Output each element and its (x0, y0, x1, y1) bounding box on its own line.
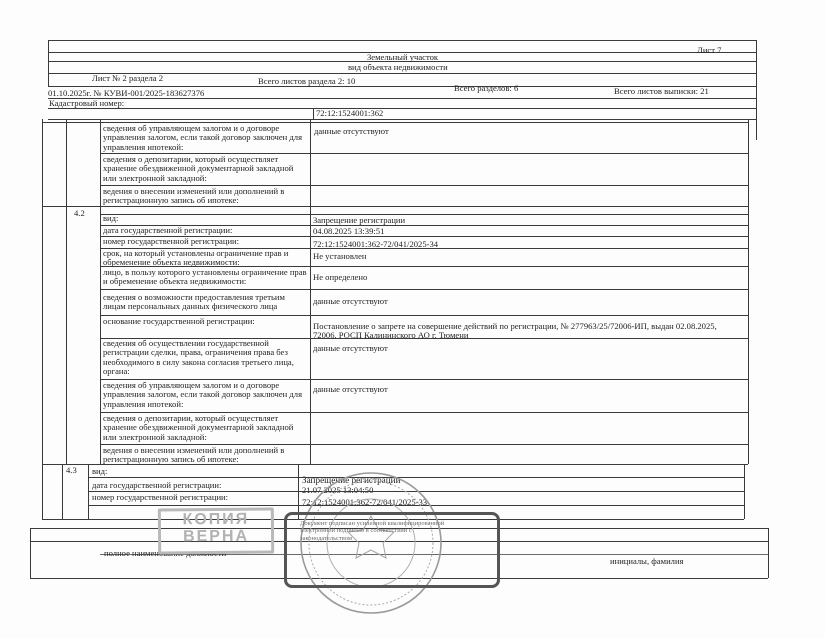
kind-label-4-2: вид: (103, 213, 119, 223)
rule (42, 119, 43, 519)
item-number-4-2: 4.2 (74, 208, 85, 218)
rule (48, 108, 756, 109)
rule (756, 40, 757, 140)
kind-label-4-3: вид: (92, 466, 108, 476)
cadastral-label: Кадастровый номер: (49, 98, 125, 108)
rule (100, 214, 748, 215)
total-sections: Всего разделов: 6 (454, 83, 519, 93)
rule (42, 464, 748, 465)
term-label-4-2: срок, на который установлены ограничение прав и обременение объекта недвижимости: (103, 248, 289, 268)
date-value-4-3: 21.07.2025 13:04:50 (302, 485, 374, 495)
signature-caption: инициалы, фамилия (610, 556, 684, 566)
rule (313, 108, 314, 119)
regnum-value-4-2: 72:12:1524001:362-72/041/2025-34 (313, 239, 439, 249)
consent-deal-value-4-2: данные отсутствуют (313, 343, 388, 353)
section-title: Земельный участок (367, 52, 439, 62)
copy-stamp-line1: КОПИЯ (182, 510, 250, 529)
depositary-label-4-2: сведения о депозитарии, который осуществляет хранение обездвиженной документарной закладной или электронной закладной: (103, 413, 294, 442)
rule (744, 464, 745, 519)
copy-verified-stamp (158, 507, 274, 554)
rule (48, 98, 756, 99)
cadastral-value: 72:12:1524001:362 (316, 108, 384, 118)
rule (748, 119, 749, 464)
rule (30, 528, 31, 578)
date-label-4-3: дата государственной регистрации: (92, 480, 222, 490)
rule (48, 40, 756, 41)
consent-value-4-2: данные отсутствуют (313, 296, 388, 306)
position-caption: полное наименование должности (104, 548, 227, 558)
item-number-4-3: 4.3 (66, 465, 77, 475)
rule (66, 119, 67, 464)
manager-value-4-2: данные отсутствуют (313, 384, 388, 394)
sheet-of-section: Лист № 2 раздела 2 (92, 73, 164, 83)
consent-deal-label-4-2: сведения об осуществлении государственной регистрации сделки, права, ограничения права без необходимого в силу закона согласия третьего лица, органа: (103, 338, 294, 377)
rule (100, 289, 748, 290)
basis-value-4-2: Постановление о запрете на совершение действий по регистрации, № 277963/25/72006-ИП, выдан 02.08.2025, 72006, РОСП Калининского АО г. Тюмени (313, 321, 717, 341)
regnum-label-4-3: номер государственной регистрации: (92, 492, 229, 502)
total-section-sheets: Всего листов раздела 2: 10 (258, 76, 356, 86)
electronic-signature-text: Документ подписан усиленной квалифицированной электронной подписью в соответствии с законодательством (300, 520, 445, 542)
regnum-value-4-3: 72:12:1524001:362-72/041/2025-33 (302, 497, 428, 507)
basis-label-4-2: основание государственной регистрации: (103, 316, 255, 326)
person-value-4-2: Не определено (313, 272, 368, 282)
kind-value-4-3: Запрещение регистрации (302, 475, 401, 485)
rule (48, 119, 756, 120)
sheet-number: Лист 7 (697, 45, 722, 55)
term-value-4-2: Не установлен (313, 251, 367, 261)
manager-value-a: данные отсутствуют (314, 126, 389, 136)
kind-value-4-2: Запрещение регистрации (313, 215, 406, 225)
manager-label-a: сведения об управляющем залогом и о договоре управления залогом, если такой договор заключен для управления ипотекой: (103, 123, 303, 152)
consent-label-4-2: сведения о возможности предоставления третьим лицам персональных данных физического лица (103, 292, 285, 312)
object-type-caption: вид объекта недвижимости (348, 62, 448, 72)
changes-label-a: ведения о внесении изменений или дополнений в регистрационную запись об ипотеке: (103, 186, 285, 206)
rule (62, 464, 63, 519)
depositary-label-a: сведения о депозитарии, который осуществляет хранение обездвиженной документарной закладной или электронной закладной: (103, 154, 294, 183)
changes-label-4-2: ведения о внесении изменений или дополнений в регистрационную запись об ипотеке: (103, 445, 285, 465)
manager-label-4-2: сведения об управляющем залогом и о договоре управления залогом, если такой договор заключен для управления ипотекой: (103, 380, 303, 409)
person-label-4-2: лицо, в пользу которого установлены ограничение прав и обременение объекта недвижимости: (103, 267, 307, 287)
rule (48, 40, 49, 86)
total-extract-sheets: Всего листов выписки: 21 (614, 86, 709, 96)
copy-stamp-line2: ВЕРНА (182, 527, 250, 546)
date-value-4-2: 04.08.2025 13:39:51 (313, 226, 385, 236)
rule (768, 528, 769, 578)
extract-number: 01.10.2025г. № КУВИ-001/2025-183627376 (48, 88, 205, 98)
rule (42, 206, 748, 207)
regnum-label-4-2: номер государственной регистрации: (103, 236, 240, 246)
date-label-4-2: дата государственной регистрации: (103, 225, 233, 235)
